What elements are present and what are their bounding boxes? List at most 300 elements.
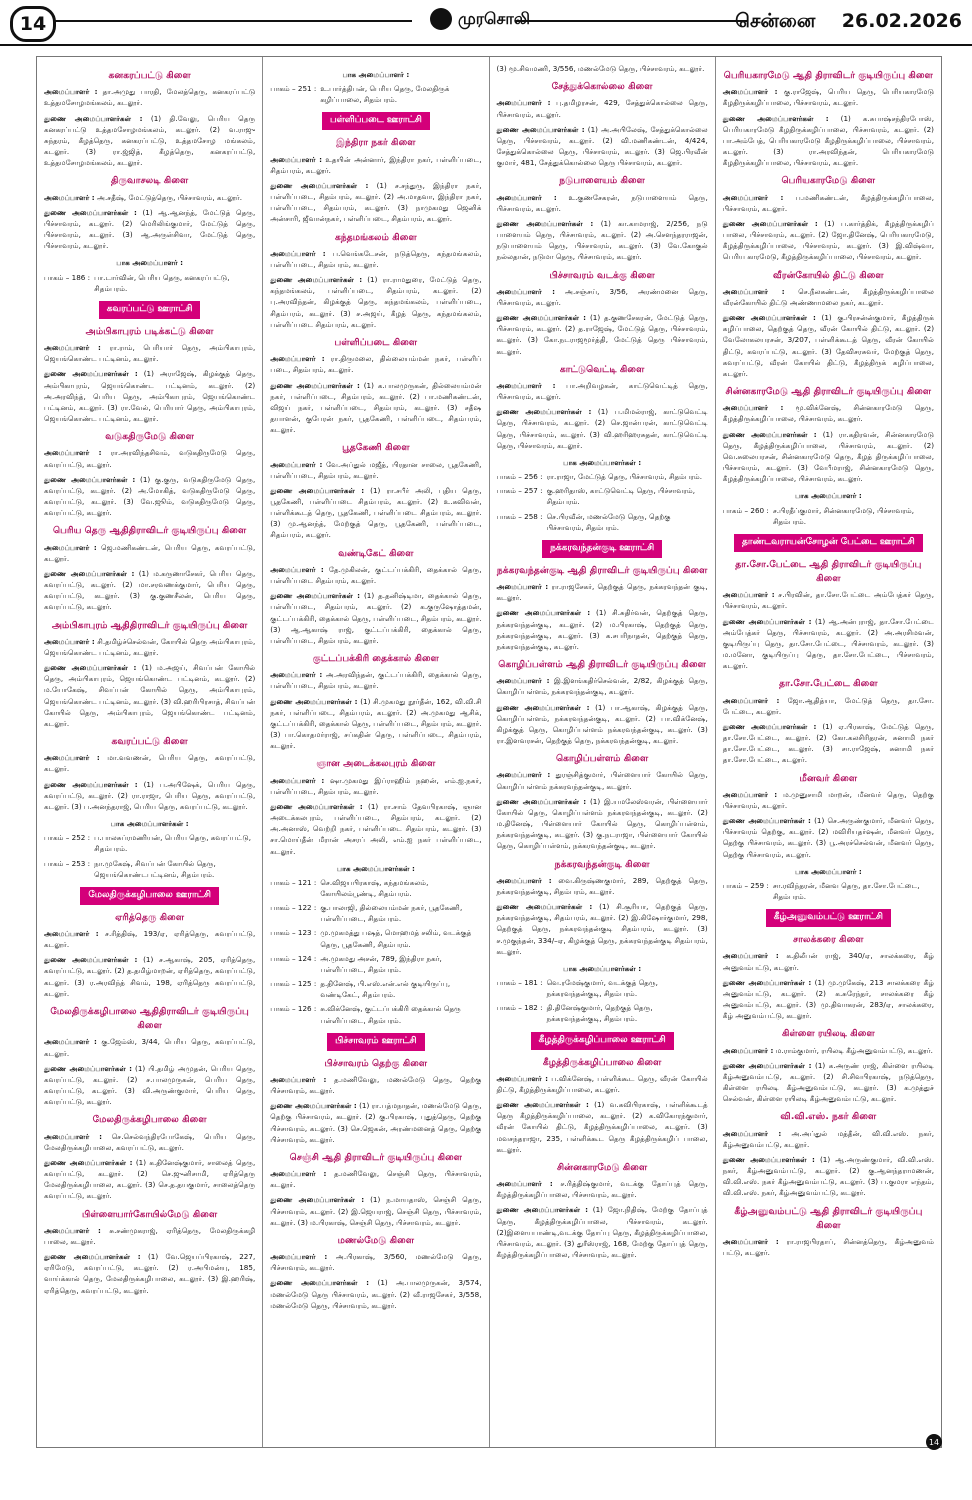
member-entry	[723, 218, 934, 263]
branch-title: பெரியகாரமேடு ஆதி திராவிடர் குடியிருப்பு கிளை	[723, 70, 933, 81]
part-number: பாகம் – 186 :	[44, 272, 91, 282]
part-organizer: பா.டார்வின், பெரிய தெரு, கனகரப்பட்டு, சிதம்பரம்.	[94, 272, 230, 293]
member-entry	[497, 312, 708, 357]
role-label: அமைப்பாளர் :	[722, 286, 785, 296]
member-details: (1) ப.அபிஷேக், பெரிய தெரு, கவரப்பட்டு, கடலூர். (2) ரா.ராஜா, பெரிய தெரு, கவரப்பட்டு, கடலூர். (3) ப.அனந்தராஜ், பெரிய தெரு, கவரப்பட்டு, கடலூர்.	[44, 779, 256, 811]
role-label: துணை அமைப்பாளர்கள் :	[722, 313, 816, 323]
member-details: (1) த.குணசேகரன், மேட்டுத் தெரு, பிச்சாவரம், கடலூர். (2) த.ராஜேஷ், மேட்டுத் தெரு, பிச்சாவரம், கடலூர். (3) கோ.நடராஜமூர்த்தி, மேட்டுத் தெரு பிச்சாவரம், கடலூர்.	[496, 313, 708, 356]
page-number-badge: 14	[10, 6, 56, 42]
member-details: த.மணிவேலு, மணல்மேடு தெரு, தெற்கு பிச்சாவரம், கடலூர்.	[270, 1074, 482, 1096]
part-number: பாகம் – 251 :	[270, 84, 317, 94]
role-label: அமைப்பாளர் :	[496, 192, 557, 202]
part-number: பாகம் – 124 :	[270, 953, 317, 963]
member-entry	[44, 779, 255, 812]
member-entry	[723, 815, 934, 860]
member-details: ச.பிரவின், தா.சோ.பேட்டை அம்பேத்கர் தெரு, பிச்சாவரம், கடலூர்.	[722, 590, 934, 611]
role-label: அமைப்பாளர் :	[270, 670, 323, 680]
member-details: ப.மணிகண்டன், கீழத்திருக்கழிப்பாலை, பிச்சாவரம், கடலூர்.	[722, 192, 934, 213]
member-entry	[270, 154, 481, 176]
part-organizers-heading: பாக அமைப்பாளர் :	[116, 258, 184, 268]
branch-title: கீழ்அனுவம்பட்டு ஆதி திராவிடர் குடியிருப்பு கிளை	[734, 1205, 923, 1231]
member-entry	[497, 192, 708, 214]
branch-title: இந்திரா நகர் கிளை	[336, 137, 416, 149]
panchayat-badge: மேலதிருக்கழிபாலை ஊராட்சி	[80, 887, 219, 905]
branch-title: மணல்மேடு கிளை	[337, 1234, 415, 1246]
role-label: அமைப்பாளர் :	[270, 1074, 327, 1084]
part-organizer: தி.தினேஷ்குமார், தெற்குத் தெரு, நக்கரவந்தன்குடி, சிதம்பரம்.	[546, 1003, 653, 1024]
member-details: (1) ஆ.ஆனந்த், மேட்டுத் தெரு, பிச்சாவரம், கடலூர். (2) மெரிலிங்குமார், மேட்டுத் தெரு, பிச்சாவரம், கடலூர். (3) ஆ.அருள்சிவா, மேட்டுத் தெரு, பிச்சாவரம், கடலூர்.	[44, 207, 256, 251]
part-number: பாகம் – 125 :	[270, 979, 317, 989]
member-entry	[497, 406, 708, 451]
role-label: துணை அமைப்பாளர்கள் :	[44, 1063, 132, 1073]
role-label: அமைப்பாளர் :	[44, 929, 99, 938]
part-row	[270, 978, 481, 1000]
role-label: அமைப்பாளர் :	[496, 1179, 553, 1189]
branch-title: நக்கரவந்தன்குடி கிளை	[554, 858, 650, 870]
member-entry	[497, 124, 708, 169]
footer-page-number: 14	[926, 1434, 942, 1450]
member-details: வே.அப்துல் மஜீத், பிரதான சாலை, பூதகேணி, பள்ளிப்படை, சிதம்பரம், கடலூர்.	[270, 459, 482, 480]
member-entry	[270, 1074, 481, 1096]
member-entry	[44, 1063, 255, 1108]
member-details: (1) த.தனிஷ்டிமா, தைக்கால் தெரு, பள்ளிப்படை, சிதம்பரம், கடலூர். (2) க.குருஷோத்தமன், குட்டப்பக்கிரி, தைக்கால் தெரு, பள்ளிப்படை, சிதம்பரம், கடலூர். (3) ஆ.ஆகாஷ் ராஜ், குட்டப்பக்கிரி, தைக்கால் தெரு, பள்ளிப்படை, சிதம்பரம், கடலூர்.	[270, 591, 482, 645]
member-entry	[497, 286, 708, 308]
role-label: துணை அமைப்பாளர்கள் :	[44, 369, 138, 379]
part-number: பாகம் – 182 :	[496, 1003, 543, 1013]
header-rule-right	[515, 20, 747, 22]
branch-title: கவரப்பட்டு கிளை	[111, 736, 188, 747]
role-label: அமைப்பாளர் :	[44, 542, 97, 552]
part-number: பாகம் – 181 :	[496, 978, 543, 987]
member-entry	[497, 702, 708, 747]
part-organizers-heading: பாக அமைப்பாளர்கள் :	[563, 457, 642, 467]
part-organizers-heading: பாக அமைப்பாளர் :	[794, 866, 862, 876]
role-label: அமைப்பாளர் :	[496, 380, 556, 390]
masthead	[430, 8, 530, 30]
member-details: (1) கு.பிரசன்ன்குமார், கீழத்திருக் கழிப்பாலை, தெற்குத் தெரு, வீரன் கோயில் திட்டு, கடலூர். (2) வேலோகலயரசன், 3/207, பள்ளிக்கூடத் தெரு, வீரன் கோயில் திட்டு, கவரப்பட்டு, கடலூர். (3) தேவிசரசுவர், மேற்குத் தெரு, கவரப்பட்டு, வீரன் கோயில் திட்டு, கீழத்திருக் கழிப்பாலை, கடலூர்.	[722, 313, 934, 378]
role-label: அமைப்பாளர் :	[722, 951, 779, 961]
role-label: அமைப்பாளர் :	[44, 87, 98, 97]
member-details: (1) ரா.கதிரவன், சின்னகாரமேடு தெரு, கீழத்திருக்கழிப்பாலை, பிச்சாவரம், கடலூர். (2) வெ.சுலையரசன், சின்னகாரமேடு தெரு, கீழத் திருக்கழிப்பாலை, பிச்சாவரம், கடலூர். (3) வேபீமராஜ், சின்னகாரமேடு தெரு, கீழத்திருக்கழிப்பாலை, பிச்சாவரம், கடலூர்.	[722, 429, 934, 484]
part-number: பாகம் – 121 :	[270, 877, 317, 887]
dateline	[735, 10, 962, 35]
member-details: (1) ப.கார்த்திக், கீழத்திருக்கழிப் பாலை, பிச்சாவரம், கடலூர். (2) ஜோ.தினேஷ், பெரியகாரமேடு, கீழத்திருக்கழிப்பாலை, பிச்சாவரம், கடலூர். (3) இ.விஷ்வா, பெரிய காரமேடு, கீழத்திருக்கழிப்பாலை, பிச்சாவரம், கடலூர்.	[722, 218, 934, 262]
role-label: துணை அமைப்பாளர்கள் :	[44, 113, 143, 123]
member-details: ரா.ராஜசேகர், தெற்குத் தெரு, நக்கரவந்தன் குடி, கடலூர்.	[496, 582, 708, 603]
part-number: பாகம் – 253 :	[44, 858, 91, 868]
branch-title: நக்கரவந்தன்குடி ஆதி திராவிடர் குடியிருப்பு கிளை	[496, 564, 708, 576]
rising-sun-logo-icon	[430, 8, 452, 30]
member-entry	[723, 113, 934, 169]
part-organizer: ச.பிரதீப்குமார், சின்னகாரமேடு, பிச்சாவரம், சிதம்பரம்.	[772, 505, 915, 526]
role-label: அமைப்பாளர் :	[496, 875, 552, 885]
part-organizer: உ.பார்த்திபன், பெரிய தெரு, மேலதிருக் கழிப்பாலை, சிதம்பரம்.	[320, 84, 450, 105]
member-entry	[44, 1225, 255, 1247]
member-entry	[44, 207, 255, 252]
member-entry	[270, 801, 481, 857]
branch-title: அம்பிகாபுரம் படிக்கட்டு கிளை	[85, 325, 214, 337]
role-label: அமைப்பாளர் :	[44, 1131, 103, 1141]
member-entry	[44, 662, 255, 729]
member-entry	[723, 312, 934, 379]
part-number: பாகம் – 252 :	[44, 833, 91, 843]
role-label: துணை அமைப்பாளர்கள் :	[496, 313, 587, 323]
part-organizers-heading: பாக அமைப்பாளர்கள் :	[110, 819, 189, 829]
member-details: (1) ச.ஆகாஷ், 205, ஏரித்தெரு, கவரப்பட்டு, கடலூர். (2) த.தமிழ்மாறன், ஏரித்தெரு, கவரப்பட்டு, கடலூர். (3) ர.அரவிந்த் சிவம், 198, ஏரித்தெரு கவரப்பட்டு, கடலூர்.	[44, 955, 256, 998]
part-organizers-heading: பாக அமைப்பாளர் :	[794, 491, 862, 501]
role-label: துணை அமைப்பாளர்கள் :	[44, 568, 135, 578]
branch-title: வீரன்கோயில் திட்டு கிளை	[773, 269, 884, 281]
role-label: அமைப்பாளர் :	[722, 695, 780, 705]
issue-date: 26.02.2026	[841, 10, 962, 32]
branch-title: தா.சோ.பேட்டை ஆதி திராவிடர் குடியிருப்பு கிளை	[735, 558, 922, 585]
member-details: கு.ராஜேஷ், பெரிய தெரு, பெரியகாரமேடு கீழதிருக்கழிப்பாலை, பிச்சாவரம், கடலூர்.	[722, 87, 934, 108]
member-details: அ.சஞ்சய், 3/56, அரண்மனை தெரு, பிச்சாவரம், கடலூர்.	[496, 286, 708, 307]
panchayat-badge: பள்ளிப்படை ஊராட்சி	[322, 112, 430, 130]
member-entry	[497, 97, 708, 119]
member-details: (1) மு.முகேஷ், 213 சாலக்கரை கீழ் அனுவம்பட்டு, கடலூர். (2) க.சுரேந்தர், சாலக்கரை கீழ் அனுவம்பட்டு, கடலூர். (3) மு.திவாகரன், 283/ஏ, சாலக்கரை, கீழ் அனுவம்பட்டு, கடலூர்.	[722, 977, 934, 1021]
branch-title: காட்டுவெட்டி கிளை	[559, 363, 645, 375]
part-number: பாகம் – 258 :	[496, 511, 543, 521]
member-entry	[270, 1251, 481, 1273]
part-number: பாகம் – 126 :	[270, 1004, 317, 1014]
member-details: (1) வ.கவிபிரகாஷ், பள்ளிக்கூடத் தெரு கீழத்திருக்கழிப்பாலை, கடலூர். (2) க.விகோரந்குமார், வீரன் கோயில் திட்டு, கீழத்திருக்கழிப்பாலை, கடலூர். (3) மவசந்தராஜா, 235, பள்ளிக்கூட தெரு கீழத்திருக்கழிப் பாலை, கடலூர்.	[496, 1100, 708, 1154]
role-label: துணை அமைப்பாளர்கள் :	[270, 275, 363, 285]
member-entry	[497, 607, 708, 652]
member-details: (1) ஆ.அன்புராஜ், தா.சோ.பேட்டை அம்பேத்கர் தெரு, பிச்சாவரம், கடலூர். (2) அ.அரசிமவன், குடியிருப்பு தெரு, தா.சோ.பேட்டை, பிச்சாவரம், கடலூர். (3) ம.மனோ, குடியிருப்பு தெரு, தா.சோ.பேட்டை, பிச்சாவரம், கடலூர்.	[722, 616, 934, 671]
part-organizers-heading: பாக அமைப்பாளர்கள் :	[563, 963, 642, 973]
member-details: மூ.விக்னேஷ், சின்னகாரமேடு தெரு, கீழத்திருக்கழிப்பாலை, பிச்சாவரம், கடலூர்.	[722, 403, 934, 424]
member-entry	[497, 218, 708, 263]
branch-title: வடுகதிருமேடு கிளை	[105, 431, 194, 443]
branch-title: கீழத்திருக்கழிப்பாலை கிளை	[542, 1056, 662, 1068]
role-label: துணை அமைப்பாளர்கள் :	[270, 1278, 370, 1288]
branch-title: வண்டிகேட் கிளை	[338, 547, 414, 559]
member-details: க.திலீபன் ராஜ், 340/ஏ, சாலக்கரை, கீழ் அனுவம்பட்டு, கடலூர்.	[722, 951, 934, 972]
branch-title: சின்னகாரமேடு ஆதி திராவிடர் குடியிருப்பு கிளை	[725, 386, 932, 398]
member-entry	[723, 192, 934, 214]
branch-title: கிள்ளை ரயிலடி கிளை	[781, 1028, 875, 1040]
member-entry	[270, 1277, 481, 1310]
member-entry	[270, 564, 481, 586]
role-label: அமைப்பாளர் :	[44, 1037, 97, 1047]
panchayat-badge: கீழ்அனுவம்பட்டு ஊராட்சி	[766, 909, 891, 927]
branch-title: சின்னகாரமேடு கிளை	[556, 1161, 648, 1173]
member-details: (1) சி.சூரியா, தெற்குத் தெரு, நக்கரவந்தன்குடி, சிதம்பரம், கடலூர். (2) இ.கிஷோர்குமார், 298, தெற்குத் தெரு, நக்கரவந்தன்குடி சிதம்பரம், கடலூர். (3) ச.முகுந்தன், 334/–ஏ, கிழக்குத் தெரு, நக்கரவந்தன்குடி சிதம்பரம், கடலூர்.	[496, 902, 708, 956]
branch-title: பள்ளிப்படை கிளை	[334, 336, 418, 348]
branch-title: மேலதிருக்கழிபாலை கிளை	[92, 1114, 207, 1126]
member-entry	[44, 113, 255, 169]
member-details: ம.முனுசாமி மாறன், மீனவர் தெரு, தெற்கு பிச்சாவரம், கடலூர்.	[722, 789, 934, 810]
part-row	[270, 953, 481, 975]
branch-title: கொழிப்பள்ளம் கிளை	[556, 753, 649, 765]
member-details: (1) ச.சந்துரு, இந்திரா நகர், பள்ளிப்படை, சிதம்பரம், கடலூர். (2) அ.மாதவா, இந்திரா நகர், பள்ளிப்படை, சிதம்பரம், கடலூர். (3) நாமுகமது ஜெனிக் அன்சாரி, ஜீவான்நகர், பள்ளிப்படை, சிதம்பரம், கடலூர்.	[270, 180, 482, 224]
part-number: பாகம் – 259 :	[722, 880, 769, 890]
branch-title: சாலக்கரை கிளை	[793, 934, 864, 946]
role-label: துணை அமைப்பாளர்கள் :	[722, 218, 818, 228]
part-row	[44, 858, 255, 880]
part-number: பாகம் – 257 :	[496, 486, 543, 496]
part-row	[270, 877, 481, 899]
member-details: சு.சண்முகராஜ், ஏரித்தெரு, மேலதிருக்கழி பாலை, கடலூர்.	[44, 1225, 256, 1246]
member-entry	[497, 1178, 708, 1200]
member-details: அ.பிரகாஷ், 3/560, மணல்மேடு தெரு, பிச்சாவரம், கடலூர்.	[270, 1252, 482, 1273]
role-label: அமைப்பாளர் :	[44, 753, 100, 763]
member-entry	[44, 1131, 255, 1153]
part-organizer: சா.ரவிந்தரன், மீனவ தெரு, தா.சோ.பேட்டை, சிதம்பரம்.	[772, 880, 920, 902]
city-name: சென்னை	[735, 10, 816, 32]
role-label: துணை அமைப்பாளர்கள் :	[722, 1060, 812, 1070]
member-entry	[497, 581, 708, 603]
part-organizer: கு.ஹரிதாஸ், காட்டுவெட்டி தெரு, பிச்சாவரம், சிதம்பரம்.	[546, 486, 696, 507]
role-label: அமைப்பாளர் :	[722, 590, 775, 600]
member-entry	[497, 1073, 708, 1095]
branch-title: பெரிய தெரு ஆதிதிராவிடர் குடியிருப்பு கிளை	[52, 525, 247, 537]
part-organizer: மு.முகமத்து பஷத், மொஹமத் சலிம், வடக்குத் தெரு, பூதகேணி, சிதம்பரம்.	[320, 928, 472, 949]
branch-title: வி.வி.எஸ். நகர் கிளை	[780, 1111, 877, 1123]
member-details: பு.தமிழரசன், 429, சேத்துக்கொல்லை தெரு, பிச்சாவரம், கடலூர்.	[496, 98, 708, 119]
member-entry	[270, 274, 481, 330]
member-entry	[270, 353, 481, 375]
part-row	[723, 880, 934, 902]
panchayat-badge: கீழத்திருக்கழிப்பாலை ஊராட்சி	[531, 1032, 674, 1050]
part-organizer: கு.பாலாஜி, தில்லையம்மன் நகர், பூதகேணி, பள்ளிப்படை, சிதம்பரம்.	[320, 903, 463, 924]
part-organizers-heading: பாக அமைப்பாளர் :	[342, 70, 410, 79]
part-row	[44, 832, 255, 854]
member-details: (1) ம.கருணாசேகர், பெரிய தெரு, கவரப்பட்டு, கடலூர். (2) மா.சரவணக்குமார், பெரிய தெரு, கவரப்பட்டு, கடலூர். (3) கு.குணசீலன், பெரிய தெரு, கவரப்பட்டு, கடலூர்.	[44, 568, 256, 612]
role-label: துணை அமைப்பாளர்கள் :	[496, 902, 593, 912]
member-entry	[44, 368, 255, 424]
member-entry	[44, 192, 255, 203]
part-organizer: ரா.ராஜா, மேட்டுத் தெரு, பிச்சாவரம், சிதம்பரம்.	[546, 472, 703, 482]
member-details: தே.முகிலன், குட்டப்பக்கிரி, தைக்கால் தெரு, பள்ளிப்படை சிதம்பரம், கடலூர்.	[270, 564, 482, 586]
member-details: கு.ஜேம்ஸ், 3/44, பெரிய தெரு, கவரப்பட்டு, கடலூர்.	[44, 1037, 256, 1058]
role-label: துணை அமைப்பாளர்கள் :	[496, 608, 591, 618]
branch-title: கந்தமங்கலம் கிளை	[334, 231, 417, 243]
header-rule-left	[54, 20, 412, 22]
role-label: அமைப்பாளர் :	[496, 770, 551, 780]
member-entry	[270, 180, 481, 225]
member-entry	[270, 459, 481, 481]
member-entry	[497, 769, 708, 791]
part-row	[497, 977, 708, 999]
member-details: செ.நீலகண்டன், கீழத்திருக்கழிப்பாலை வீரன்கோயில் திட்டு அண்ணாமலை நகர், கடலூர்.	[722, 286, 934, 307]
branch-title: திருவாசலடி கிளை	[110, 175, 189, 187]
member-entry	[723, 402, 934, 424]
member-entry	[723, 950, 934, 972]
role-label: அமைப்பாளர் :	[270, 1169, 327, 1179]
member-details: (1) ஜோ.நிதிஷ், மேற்கு தோப்புத் தெரு, கீழத்திருக்கழிப்பாலை, பிச்சாவரம், கடலூர். (2)இளையபாண்டி,வடக்கு தோப்பு தெரு, கீழத்திருக்கழிப்பாலை, பிச்சாவரம், கடலூர். (3) துரீஸ்ராஜ், 168, மேற்கு தோப்புத் தெரு, கீழத்திருக்கழிப்பாலை, பிச்சாவரம், கடலூர்.	[496, 1205, 708, 1260]
member-entry	[497, 796, 708, 852]
member-details: உதயின் அன்னார், இந்திரா நகர், பள்ளிப்படை, சிதம்பரம், கடலூர்.	[270, 154, 482, 175]
role-label: அமைப்பாளர் :	[44, 1225, 101, 1235]
member-details: (1) க.தினேஷ்குமார், சாலைத் தெரு, கவரப்பட்டு, கடலூர். (2) செ.ஜுனிசாமி, ஏரித்தெரு மேலதிருக்கழிபாலை, கடலூர். (3) செ.த.தயகுமார், சாலைத்தெரு கவரப்பட்டு, கடலூர்.	[44, 1157, 256, 1201]
member-entry	[723, 1045, 934, 1056]
branch-title: பிச்சாவரம் வடக்கு கிளை	[549, 269, 655, 281]
branch-title: மேலதிருக்கழிபாலை ஆதிதிராவிடர் குடியிருப்பு கிளை	[50, 1005, 249, 1032]
role-label: துணை அமைப்பாளர்கள் :	[722, 113, 829, 123]
member-entry	[723, 789, 934, 811]
branch-title: அம்பிகாபுரம் ஆதிதிராவிடர் குடியிருப்பு கிளை	[51, 619, 248, 631]
member-entry	[497, 1099, 708, 1155]
part-row	[270, 902, 481, 924]
member-details: ரா.ராஜபிரதாப், சின்னத்தெரு, கீழ்அனுவம் பட்டு, கடலூர்.	[722, 1237, 934, 1258]
role-label: அமைப்பாளர் :	[722, 1045, 774, 1055]
part-row	[497, 511, 708, 533]
member-entry	[270, 775, 481, 797]
member-entry	[44, 568, 255, 613]
member-details: (1) இ.யமலேஸ்வரன், பிள்ளையார் கோயில் தெரு, கொழிப்பள்ளம் நக்கரவந்தன்குடி, கடலூர். (2) ம.தினேஷ், பிள்ளையார் கோயில் தெரு, கொழிப்பள்ளம், நக்கரவந்தன்குடி, கடலூர். (3) கு.நடராஜா, பிள்ளையார் கோயில் தெரு, கொழிப்பள்ளம், நக்கரவந்தன்குடி, கடலூர்.	[496, 796, 708, 851]
member-entry	[270, 669, 481, 691]
role-label: துணை அமைப்பாளர்கள் :	[270, 591, 361, 601]
member-details: (1) பி.தமிழ் அமுதன், பெரிய தெரு, கவரப்பட்டு, கடலூர். (2) ச.பாலமுருகன், பெரிய தெரு, கவரப்பட்டு, கடலூர். (3) வி.அருண்குமார், பெரிய தெரு, கவரப்பட்டு, கடலூர்.	[44, 1063, 256, 1107]
member-details: அ.அப்துல் மத்தீன், வி.வி.எஸ். நகர், கீழ்அனுவம்பட்டு, கடலூர்.	[722, 1128, 934, 1149]
panchayat-badge: கவரப்பட்டு ஊராட்சி	[99, 301, 201, 319]
member-details: ச.ரித்திஷ்குமார், வடக்கு தோப்புத் தெரு, கீழத்திருக்கழிப்பாலை, பிச்சாவரம், கடலூர்.	[496, 1179, 708, 1200]
branch-title: நடுபாளையம் கிளை	[559, 175, 645, 187]
member-details: (1) சி.முகமது நூர்தீன், 162, வி.வி.சி நகர், பள்ளிப்படை, சிதம்பரம், கடலூர். (2) அ.முகமது ஆசிக், குட்டப்பக்கிரி, தைக்கால் தெரு, பள்ளிப்படை, சிதம்பரம், கடலூர். (3) பா.கொதமர்ராஜ், சப்கதின் தெரு, பள்ளிப்படை, சிதம்பரம், கடலூர்.	[270, 696, 482, 751]
part-organizer: செ.விஜயபிரகாஷ், கந்தமங்கலம், கோயிலம்பூண்டி, சிதம்பரம்.	[320, 877, 429, 898]
role-label: துணை அமைப்பாளர்கள் :	[722, 977, 812, 987]
member-details: (1) பா.ஆகாஷ், கிழக்குத் தெரு, கொழிப்பள்ளம், நக்கரவந்தன்குடி, கடலூர். (2) பா.விக்னேஷ், கிழக்குத் தெரு, கொழிப்பள்ளம் நக்கரவந்தன்குடி, கடலூர். (3) ரா.இளவரசன், தெற்குத் தெரு, நக்கரவந்தன்குடி, கடலூர்.	[496, 702, 708, 745]
member-details: (1) ரா.சாம் தேவபிரகாஷ், ஞான அடைக்கலபுரம், பள்ளிப்படை, சிதம்பரம், கடலூர். (2) அ.அனாஸ், வெற்றி நகர், பள்ளிப்படை சிதம்பரம், கடலூர். (3) சா.மொய்தீன் மீரான் அசரப் அலி, எம்.ஐ நகர் பள்ளிப்படை, கடலூர்.	[270, 801, 482, 856]
role-label: துணை அமைப்பாளர்கள் :	[44, 1157, 133, 1167]
paper-name: முரசொலி	[458, 8, 530, 28]
member-details: (1) அ.அபிலேஷ், சேத்துக்கொல்லை தெரு, பிச்சாவரம், கடலூர். (2) வி.மணிகண்டன், 4/424, சேத்துக்கொல்லை தெரு, பிச்சாவரம், கடலூர். (3) ஜெ.பிரவீன் குமார், 481, சேத்துக்கொல்லை தெரு பிச்சாவரம், கடலூர்.	[496, 124, 708, 168]
member-details: இ.இளங்கதிர்செல்வன், 2/82, கிழக்குத் தெரு, கொழிப்பள்ளம், நக்கரவந்தன்குடி, கடலூர்.	[496, 676, 708, 697]
member-details: உ.குணசேகரன், நடுபாளையம் தெரு, பிச்சாவரம், கடலூர்.	[496, 192, 708, 213]
member-entry	[44, 1251, 255, 1296]
member-entry	[723, 721, 934, 766]
role-label: துணை அமைப்பாளர்கள் :	[270, 696, 358, 706]
member-details: (1) கா.காமராஜ், 2/256, நடு பாளையம் தெரு, பிச்சாவரம், கடலூர். (2) அ.சௌந்தரராஜன், நடுபாளையம் தெரு, பிச்சாவரம், கடலூர். (3) வே.கோகுல் நல்லதான், நடுமா தெரு, பிச்சாவரம், கடலூர்.	[496, 218, 708, 262]
branch-title: குட்டப்பக்கிரி தைக்கால் கிளை	[312, 652, 439, 664]
role-label: அமைப்பாளர் :	[496, 286, 555, 296]
member-entry	[44, 342, 255, 364]
member-details: (1) ஆ.அருண்குமார், வி.வி.எஸ். நகர், கீழ்அனுவம்பட்டு, கடலூர். (2) கு.ஆனந்தராமணன், வி.வி.எஸ். நகர் கீழ்அனுவம்பட்டு, கடலூர். (3) ப.குமரா எந்தம், வி.வி.எஸ். நகர், கீழ்அனுவம்பட்டு, கடலூர்.	[722, 1154, 934, 1198]
part-row	[497, 1002, 708, 1024]
branch-title: பிச்சாவரம் தெற்கு கிளை	[324, 1057, 428, 1069]
role-label: துணை அமைப்பாளர்கள் :	[496, 796, 587, 806]
member-details: மா.வவணன், பெரிய தெரு, கவரப்பட்டு, கடலூர்.	[44, 753, 256, 774]
page-header	[0, 0, 972, 46]
branch-title: கனகரப்பட்டு கிளை	[108, 70, 191, 81]
member-details: (1) க.சுபாஷ்சந்திரபோஸ், பெரியகாரமேடு கீழதிருக்கழிப்பாலை, பிச்சாவரம், கடலூர். (2) பா.அம்பேத், பெரியகாரமேடு கீழதிருக்கழிப்பாலை, பிச்சாவரம், கடலூர். (3) ரா.அரவிந்தன், பெரியகாரமேடு கீழதிருக்கழிப்பாலை, பிச்சாவரம், கடலூர்.	[722, 113, 934, 168]
member-entry	[723, 429, 934, 485]
role-label: துணை அமைப்பாளர்கள் :	[44, 663, 137, 673]
part-organizer: வெ.ரமேஷ்குமார், வடக்குத் தெரு, நக்கரவந்தன்குடி, சிதம்பரம்.	[546, 978, 658, 999]
column-2	[263, 57, 489, 1447]
role-label: அமைப்பாளர் :	[496, 582, 549, 592]
member-entry	[44, 447, 255, 469]
part-organizer: ப.பாலசுப்ரமணியன், பெரிய தெரு, கவரப்பட்டு, சிதம்பரம்.	[94, 833, 252, 854]
branch-title: பூதகேணி கிளை	[342, 442, 410, 454]
member-details: (3) மூ.சிவமணி, 3/556, மணல்மேடு தெரு, பிச்சாவரம், கடலூர்.	[496, 64, 705, 73]
member-details: (1) ந.மாயதாஸ், செஞ்சி தெரு, பிச்சாவரம், கடலூர். (2) இ.ஜெயராஜ், செஞ்சி தெரு, பிச்சாவரம், கடலூர். (3) ம.பிரகாஷ், செஞ்சி தெரு, பிச்சாவரம், கடலூர்.	[270, 1195, 482, 1227]
role-label: துணை அமைப்பாளர்கள் :	[722, 1154, 815, 1164]
member-details: ச.ரித்திஷ், 193/ஏ, ஏரித்தெரு, கவரப்பட்டு, கடலூர்.	[44, 929, 256, 950]
member-entry	[723, 616, 934, 672]
member-details: பா.அறிவழகன், காட்டுவெட்டித் தெரு, பிச்சாவரம், கடலூர்.	[496, 380, 708, 402]
part-row	[270, 1003, 481, 1025]
member-entry	[723, 1236, 934, 1258]
member-details: (1) ப.மிமல்ராஜ், காட்டுவெட்டி தெரு, பிச்சாவரம், கடலூர். (2) செ.ஜான்பரன், காட்டுவெட்டி தெரு, பிச்சாவரம், கடலூர். (3) வி.ஹரிஹரசுதன், காட்டுவெட்டி தெரு, பிச்சாவரம், கடலூர்.	[496, 407, 708, 450]
member-entry	[44, 636, 255, 658]
member-entry	[270, 380, 481, 436]
branch-title: ஏரித்தெரு கிளை	[115, 911, 185, 923]
member-entry	[270, 485, 481, 541]
member-details: (1) தி.வேலு, பெரிய தெரு கனகரப்பட்டு உத்தமசோழமங்கலம், கடலூர். (2) வ.ராஜு சுந்தரம், கீழத்தெரு, கனகரப்பட்டு, உத்தமசோழ மங்கலம், கடலூர். (3) ரா.ஜ்ஜித், கீழத்தெரு, கனகரப்பட்டு, உத்தமசோழமங்கலம், கடலூர்.	[44, 113, 256, 168]
role-label: துணை அமைப்பாளர்கள் :	[270, 380, 360, 390]
column-4	[716, 57, 941, 1447]
member-details: (1) ரா.பத்மநாதன், மணல்மேடு தெரு, தெற்கு பிச்சாவரம், கடலூர். (2) கு.பிரகாஷ், புதுத்தெரு, தெற்கு பிச்சாவரம், கடலூர். (3) செ.ஜெகன், அரண்மனைத் தெரு, தெற்கு பிச்சாவரம், கடலூர்.	[270, 1101, 482, 1144]
panchayat-badge: தாண்டவராயன்சோழன் பேட்டை ஊராட்சி	[734, 534, 923, 552]
member-entry	[497, 901, 708, 957]
part-organizer: சு.விக்னேஷ், குட்டப்பக்கிரி தைக்கால் தெரு பள்ளிப்படை, சிதம்பரம்.	[320, 1004, 461, 1025]
member-entry	[497, 675, 708, 697]
member-entry	[723, 286, 934, 308]
role-label: அமைப்பாளர் :	[722, 403, 784, 413]
role-label: துணை அமைப்பாளர்கள் :	[44, 955, 138, 965]
member-details: த.மணிவேலு, செஞ்சி தெரு, பிச்சாவரம், கடலூர்.	[270, 1169, 482, 1190]
role-label: துணை அமைப்பாளர்கள் :	[44, 474, 136, 484]
member-entry	[497, 1204, 708, 1260]
branch-title: மீனவர் கிளை	[799, 772, 858, 784]
member-entry	[44, 542, 255, 564]
role-label: துணை அமைப்பாளர்கள் :	[44, 207, 137, 217]
member-details: (1) வே.ஜெயப்பிரகாஷ், 227, ஏரிமேடு, கவரப்பட்டு, கடலூர். (2) ர.அபிமன்யு, 185, வாய்க்கால் தெரு, மேலதிருக்கழிபாலை, கடலூர். (3) இ.ஹரிஷ், ஏரித்தெரு, கவரப்பட்டு, கடலூர்.	[44, 1252, 256, 1295]
article-columns	[36, 56, 942, 1448]
member-details: (1) ம.அஜய், சிவப்பன் கோயில் தெரு, அம்பிகாபுரம், ஜெயங்கொண்ட பட்டினம், கடலூர். (2) ம.யோகேஷ், சிவப்பன் கோயில் தெரு, அம்பிகாபுரம், ஜெயங்கொண்ட பட்டினம், கடலூர். (3) வி.ஹரிபிரசாத், சிவப்பன் கோயில் தெரு, அம்பிகாபுரம், ஜெயங்கொண்ட பட்டினம், கடலூர்.	[44, 663, 256, 728]
part-row	[270, 83, 481, 105]
role-label: துணை அமைப்பாளர்கள் :	[496, 1205, 588, 1215]
member-details: சி.தமிழ்ச்செல்வன், கோயில் தெரு அம்பிகாபுரம், ஜெயங்கொண்ட பட்டினம், கடலூர்.	[44, 636, 256, 657]
member-details: ஜோ.ஆதித்யா, மேட்டுத் தெரு, தா.சோ. பேட்டை, கடலூர்.	[722, 695, 934, 716]
role-label: துணை அமைப்பாளர்கள் :	[270, 1101, 357, 1111]
role-label: அமைப்பாளர் :	[270, 775, 325, 785]
member-entry	[723, 86, 934, 108]
part-number: பாகம் – 260 :	[722, 505, 769, 515]
member-details: ம.ராம்குமார், ரயிலடி கீழ்அனுவம்பட்டு, கடலூர்.	[775, 1045, 933, 1055]
branch-title: ஞான அடைக்கலபுரம் கிளை	[316, 758, 436, 770]
member-entry	[723, 977, 934, 1022]
role-label: அமைப்பாளர் :	[496, 98, 551, 108]
role-label: அமைப்பாளர் :	[722, 192, 784, 202]
role-label: துணை அமைப்பாளர்கள் :	[722, 816, 811, 826]
role-label: துணை அமைப்பாளர்கள் :	[496, 407, 592, 417]
role-label: அமைப்பாளர் :	[496, 1073, 549, 1083]
member-entry	[270, 1168, 481, 1190]
role-label: துணை அமைப்பாளர்கள் :	[496, 702, 590, 712]
member-details: ரா.திருமலை, தில்லையம்மன் நகர், பள்ளிப் படை, சிதம்பரம், கடலூர்.	[270, 354, 482, 375]
role-label: துணை அமைப்பாளர்கள் :	[270, 801, 363, 811]
member-details: (1) ரா.சபீர் அலி, புதிய தெரு, பூதகேணி, பள்ளிப்படை சிதம்பரம், கடலூர். (2) உ.கவிவன், பள்ளிக்கூடத் தெரு, பூதகேணி, பள்ளிப்படை சிதம்பரம், கடலூர். (3) மு.ஆனந்த், மேற்குத் தெரு, பூதகேணி, பள்ளிப்படை, சிதம்பரம், கடலூர்.	[270, 485, 482, 540]
member-details: (1) க.அருண் ராஜ், கிள்ளை ரயிலடி கீழ்அனுவம்பட்டு, கடலூர். (2) சி.சிவபிரகாஷ், நடுத்தெரு, கிள்ளை ரயிலடி கீழ்அனுவம்பட்டு, கடலூர். (3) க.முத்துச் செல்வன், கிள்ளை ரயிலடி கீழ்அனுவம்பட்டு, கடலூர்.	[722, 1060, 934, 1104]
role-label: அமைப்பாளர் :	[722, 1128, 782, 1138]
part-row	[497, 485, 708, 507]
branch-title: செஞ்சி ஆதி திராவிடர் குடியிருப்பு கிளை	[289, 1151, 463, 1163]
role-label: அமைப்பாளர் :	[44, 343, 101, 353]
role-label: அமைப்பாளர் :	[722, 1237, 779, 1247]
member-details: (1) அ.பாலமுருகன், 3/574, மணல்மேடு தெரு பிச்சாவரம், கடலூர். (2) வீ.ராஜசேகர், 3/558, மணல்மேடு தெரு, பிச்சாவரம், கடலூர்.	[270, 1278, 482, 1310]
role-label: துணை அமைப்பாளர்கள் :	[270, 180, 369, 190]
member-entry	[723, 1154, 934, 1199]
member-details: ரா.அரவிந்தசிவம், வடுகதிருமேடு தெரு, கவரப்பட்டு, கடலூர்.	[44, 448, 256, 469]
role-label: துணை அமைப்பாளர்கள் :	[722, 616, 812, 626]
member-details: (1) கு.குரு, வடுகதிருமேடு தெரு, கவரப்பட்டு, கடலூர். (2) அ.மோகித், வடுகதிருமேடு தெரு, கவரப்பட்டு, கடலூர். (3) வே.ஜூம், வடுகதிருமேடு தெரு, கவரப்பட்டு, கடலூர்.	[44, 474, 256, 518]
branch-title: கொழிப்பள்ளம் ஆதி திராவிடர் குடியிருப்பு கிளை	[498, 658, 706, 670]
role-label: அமைப்பாளர் :	[722, 87, 778, 97]
